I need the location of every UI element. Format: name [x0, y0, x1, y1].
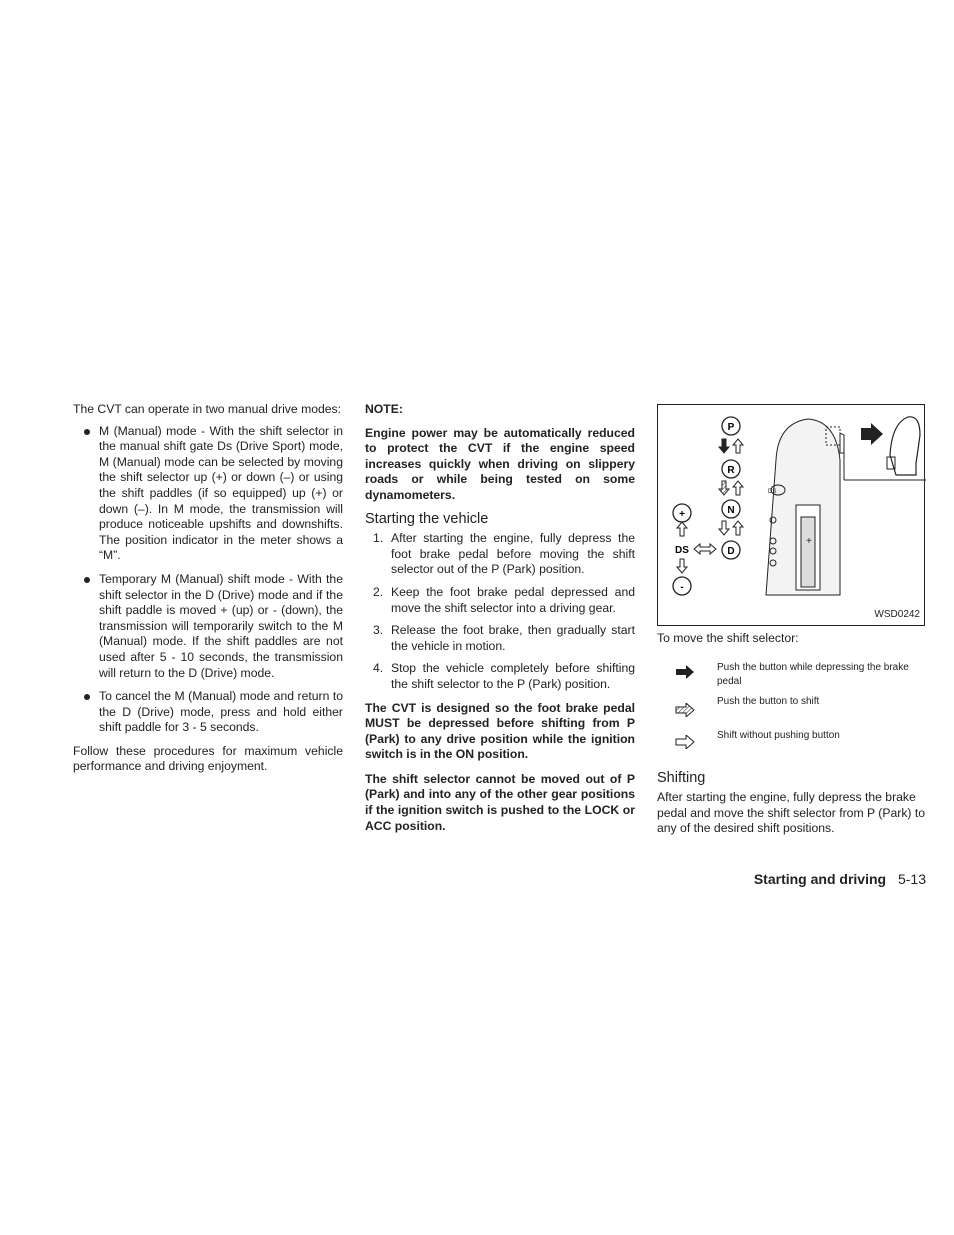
outline-arrow-icon — [733, 481, 743, 495]
hatched-arrow-icon — [657, 695, 717, 722]
list-item: To cancel the M (Manual) mode and return to the D (Drive) mode, press and hold either shift paddle for 3 - 5 seconds. — [73, 689, 343, 736]
list-item: M (Manual) mode - With the shift selector in the manual shift gate Ds (Drive Sport) mode, M (Manual) mode can be selected by moving the shift selector up (+) or down (–) or using the shift paddles (if so equipped) up (+) or down (–). In M mode, the transmission will produce noticeable upshifts and downshifts. The position indicator in the meter shows a “M”. — [73, 424, 343, 564]
outline-arrow-icon — [733, 521, 743, 535]
warning-text: The shift selector cannot be moved out of P (Park) and into any of the other gear positions if the ignition switch is pushed to the LOCK or ACC position. — [365, 771, 635, 833]
section-heading: Starting the vehicle — [365, 510, 489, 527]
warning-text: The CVT is designed so the foot brake pedal MUST be depressed before shifting from P (Park) to any drive position while the ignition switch is in the ON position. — [365, 700, 635, 762]
note-title: NOTE: — [365, 402, 403, 416]
legend-text: Shift without pushing button — [717, 729, 840, 741]
outline-arrow-icon — [657, 729, 717, 754]
gear-d-label: D — [727, 546, 735, 557]
solid-arrow-icon — [657, 661, 717, 684]
solid-arrow-icon — [861, 423, 883, 445]
gear-r-label: R — [727, 465, 735, 476]
column-2 — [365, 402, 635, 834]
legend-row — [657, 661, 927, 695]
list-item: 1. After starting the engine, fully depress the foot brake pedal before moving the shift selector out of the P (Park) position. — [373, 531, 635, 577]
svg-text:DS: DS — [768, 489, 777, 495]
column-3 — [657, 404, 927, 837]
mode-list — [73, 424, 343, 736]
shift-diagram — [658, 405, 926, 627]
list-item: Temporary M (Manual) shift mode - With the shift selector in the D (Drive) mode and if the shift paddle is moved + (up) or - (down), the transmission will temporarily switch to the M (Manual) mode. If the shift paddles are not used after 5 - 10 seconds, the transmission will return to the D (Drive) mode. — [73, 572, 343, 681]
figure-label: WSD0242 — [874, 609, 920, 621]
arrow-legend — [657, 661, 927, 763]
gear-p-label: P — [727, 422, 735, 433]
figure-caption: To move the shift selector: — [657, 631, 799, 645]
page-footer — [754, 871, 926, 887]
column-1 — [73, 402, 343, 775]
section-title: Starting and driving — [753, 871, 887, 887]
legend-row — [657, 729, 927, 763]
note-body: Engine power may be automatically reduced to protect the CVT if the engine speed increases quickly when driving on slippery roads or while being tested on some dynamometers. — [365, 425, 635, 502]
legend-text: Push the button while depressing the brake pedal — [717, 661, 909, 687]
svg-text:+: + — [806, 536, 812, 547]
section-heading: Shifting — [657, 769, 706, 786]
legend-text: Push the button to shift — [717, 695, 820, 707]
hatched-arrow-icon — [719, 481, 729, 495]
outline-arrow-icon — [719, 521, 729, 535]
shifting-body: After starting the engine, fully depress the brake pedal and move the shift selector from P (Park) to any of the desired shift positions. — [657, 790, 926, 836]
list-item: 3. Release the foot brake, then gradually start the vehicle in motion. — [373, 623, 635, 653]
outro-text: Follow these procedures for maximum vehicle performance and driving enjoyment. — [73, 743, 343, 774]
plus-label: + — [679, 509, 685, 520]
steps-list — [365, 531, 635, 692]
ds-label: DS — [675, 545, 689, 556]
outline-arrow-icon — [694, 544, 716, 554]
outline-arrow-icon — [677, 559, 687, 573]
shift-selector-figure — [657, 404, 925, 626]
intro-text: The CVT can operate in two manual drive modes: — [73, 402, 342, 416]
page-number: 5-13 — [897, 871, 926, 887]
shift-lever-illustration — [766, 419, 926, 595]
minus-label: - — [680, 582, 684, 593]
list-item: 4. Stop the vehicle completely before shifting the shift selector to the P (Park) position. — [373, 661, 635, 691]
outline-arrow-icon — [733, 439, 743, 453]
solid-arrow-icon — [719, 439, 729, 453]
gear-n-label: N — [727, 505, 735, 516]
outline-arrow-icon — [677, 522, 687, 536]
list-item: 2. Keep the foot brake pedal depressed and move the shift selector into a driving gear. — [373, 584, 635, 615]
legend-row — [657, 695, 927, 729]
